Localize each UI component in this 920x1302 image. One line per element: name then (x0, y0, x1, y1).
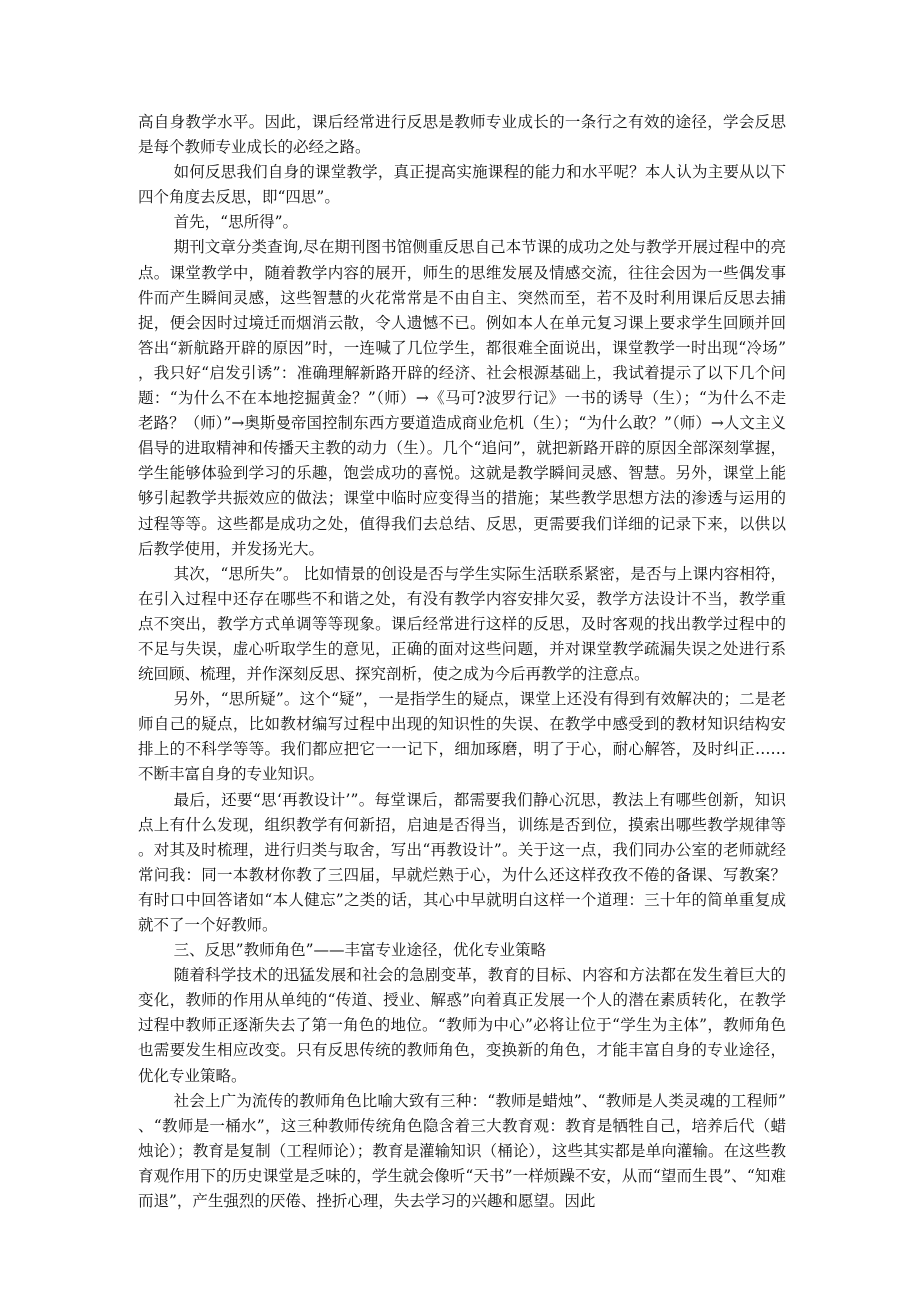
paragraph-4: 期刊文章分类查询,尽在期刊图书馆侧重反思自己本节课的成功之处与教学开展过程中的亮点。课堂教学中，随着教学内容的展开，师生的思维发展及情感交流，往往会因为一些偶发事件而产生瞬间灵感，这些智慧的火花常常是不由自主、突然而至，若不及时利用课后反思去捕捉，便会因时过境迁而烟消云散，令人遗憾不已。例如本人在单元复习课上要求学生回顾并回答出“新航路开辟的原因”时，一连喊了几位学生，都很难全面说出，课堂教学一时出现“冷场”，我只好“启发引诱”：准确理解新路开辟的经济、社会根源基础上，我试着提示了以下几个问题：“为什么不在本地挖掘黄金？”（师）→《马可?波罗行记》一书的诱导（生）；“为什么不走老路？（师）”→奥斯曼帝国控制东西方要道造成商业危机（生）；“为什么敢？”（师）→人文主义倡导的进取精神和传播天主教的动力（生）。几个“追问”，就把新路开辟的原因全部深刻掌握，学生能够体验到学习的乐趣，饱尝成功的喜悦。这就是教学瞬间灵感、智慧。另外，课堂上能够引起教学共振效应的做法；课堂中临时应变得当的措施；某些教学思想方法的渗透与运用的过程等等。这些都是成功之处，值得我们去总结、反思，更需要我们详细的记录下来，以供以后教学使用，并发扬光大。 (138, 238, 786, 558)
paragraph-9: 随着科学技术的迅猛发展和社会的急剧变革，教育的目标、内容和方法都在发生着巨大的变化，教师的作用从单纯的“传道、授业、解惑”向着真正发展一个人的潜在素质转化，在教学过程中教师正逐渐失去了第一角色的地位。“教师为中心”必将让位于“学生为主体”，教师角色也需要发生相应改变。只有反思传统的教师角色，变换新的角色，才能丰富自身的专业途径，优化专业策略。 (138, 966, 786, 1085)
paragraph-3: 首先，“思所得”。 (173, 213, 298, 232)
paragraph-7: 最后，还要“思‘再教设计’”。每堂课后，都需要我们静心沉思，教法上有哪些创新，知识点上有什么发现，组织教学有何新招，启迪是否得当，训练是否到位，摸索出哪些教学规律等。对其及时梳理，进行归类与取舍，写出“再教设计”。关于这一点，我们同办公室的老师就经常问我：同一本教材你教了三四届，早就烂熟于心，为什么还这样孜孜不倦的备课、写教案？有时口中回答诸如“本人健忘”之类的话，其心中早就明白这样一个道理：三十年的简单重复成就不了一个好教师。 (138, 790, 786, 934)
paragraph-10: 社会上广为流传的教师角色比喻大致有三种：“教师是蜡烛”、“教师是人类灵魂的工程师”、“教师是一桶水”，这三种教师传统角色隐含着三大教育观：教育是牺牲自己，培养后代（蜡烛论）；教育是复制（工程师论）；教育是灌输知识（桶论），这些其实都是单向灌输。在这些教育观作用下的历史课堂是乏味的，学生就会像听“天书”一样烦躁不安，从而“望而生畏”、“知难而退”，产生强烈的厌倦、挫折心理，失去学习的兴趣和愿望。因此 (138, 1091, 786, 1211)
paragraph-5: 其次，“思所失”。 比如情景的创设是否与学生实际生活联系紧密，是否与上课内容相符，在引入过程中还存在哪些不和谐之处，有没有教学内容安排欠妥，教学方法设计不当，教学重点不突出，教学方式单调等等现象。课后经常进行这样的反思，及时客观的找出教学过程中的不足与失误，虚心听取学生的意见，正确的面对这些问题，并对课堂教学疏漏失误之处进行系统回顾、梳理，并作深刻反思、探究剖析，使之成为今后再教学的注意点。 (138, 564, 786, 684)
paragraph-1: 高自身教学水平。因此，课后经常进行反思是教师专业成长的一条行之有效的途径，学会反思是每个教师专业成长的必经之路。 (138, 113, 786, 157)
paragraph-2: 如何反思我们自身的课堂教学，真正提高实施课程的能力和水平呢？本人认为主要从以下四个角度去反思，即“四思”。 (138, 163, 786, 207)
paragraph-6: 另外，“思所疑”。这个“疑”，一是指学生的疑点，课堂上还没有得到有效解决的；二是老师自己的疑点，比如教材编写过程中出现的知识性的失误、在教学中感受到的教材知识结构安排上的不科学等等。我们都应把它一一记下，细加琢磨，明了于心，耐心解答，及时纠正……不断丰富自身的专业知识。 (138, 690, 786, 784)
document-body (138, 110, 786, 1214)
section-heading: 三、反思”教师角色”——丰富专业途径，优化专业策略 (173, 941, 546, 960)
